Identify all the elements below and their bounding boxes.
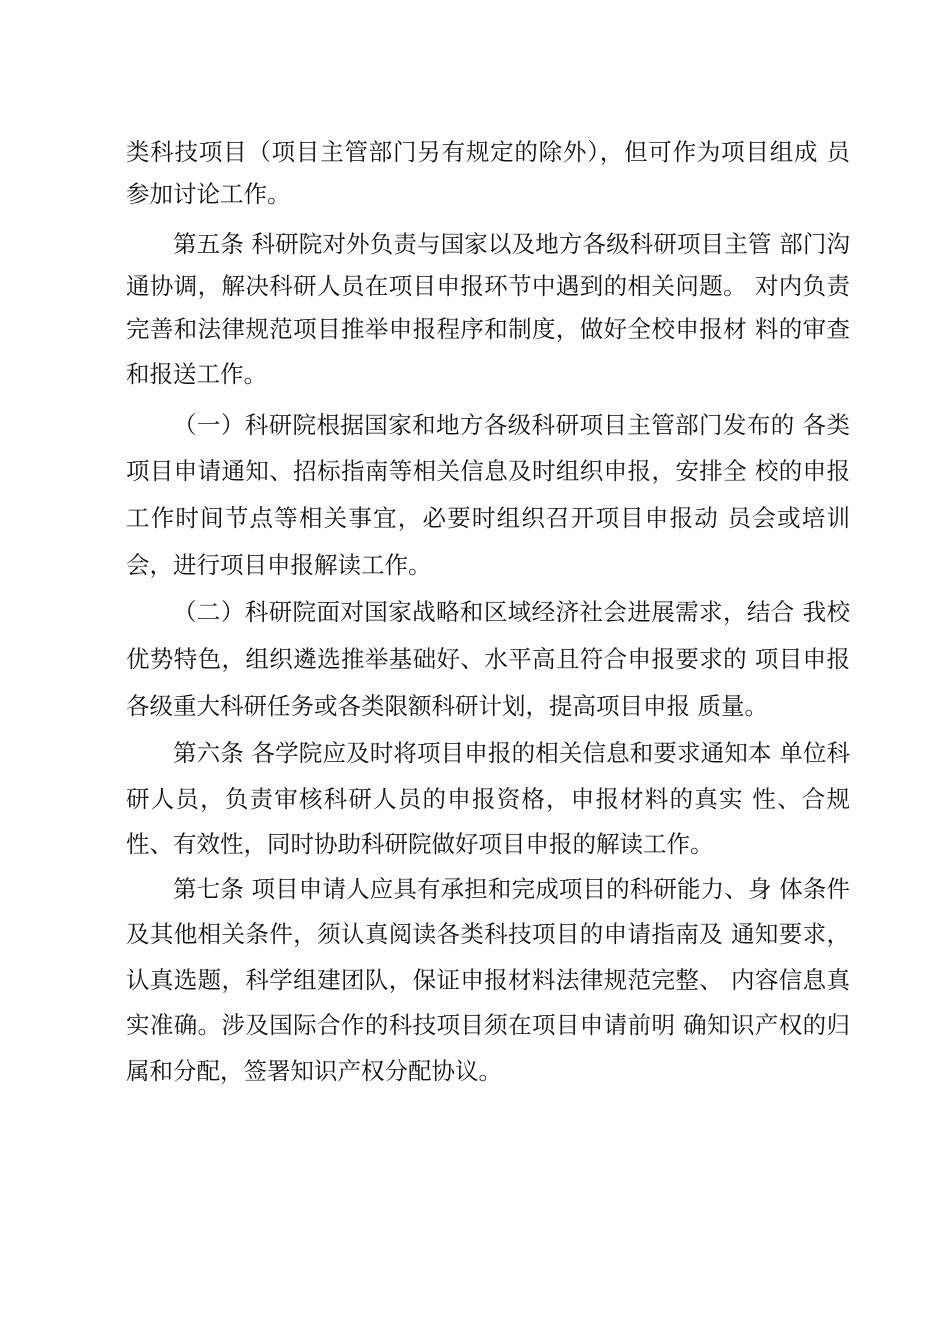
text-line: 第五条 科研院对外负责与国家以及地方各级科研项目主管 部门沟	[173, 230, 850, 258]
text-line: 完善和法律规范项目推举申报程序和制度，做好全校申报材 料的审查	[126, 315, 850, 343]
text-line: 实准确。涉及国际合作的科技项目须在项目申请前明 确知识产权的归	[126, 1011, 850, 1039]
text-line: 性、有效性，同时协助科研院做好项目申报的解读工作。	[126, 830, 714, 858]
text-line: 类科技项目（项目主管部门另有规定的除外），但可作为项目组成 员	[126, 138, 850, 166]
text-line: 及其他相关条件，须认真阅读各类科技项目的申请指南及 通知要求，	[126, 920, 850, 948]
text-line: 第七条 项目申请人应具有承担和完成项目的科研能力、身 体条件	[173, 875, 850, 903]
text-line: 各级重大科研任务或各类限额科研计划，提高项目申报 质量。	[126, 692, 768, 720]
text-line: 研人员，负责审核科研人员的申报资格，申报材料的真实 性、合规	[126, 785, 850, 813]
text-line: 工作时间节点等相关事宜，必要时组织召开项目申报动 员会或培训	[126, 504, 850, 532]
text-line: 通协调，解决科研人员在项目申报环节中遇到的相关问题。 对内负责	[126, 272, 850, 300]
text-line: 项目申请通知、招标指南等相关信息及时组织申报，安排全 校的申报	[126, 457, 850, 485]
text-line: （一）科研院根据国家和地方各级科研项目主管部门发布的 各类	[173, 411, 850, 439]
text-line: 认真选题，科学组建团队，保证申报材料法律规范完整、 内容信息真	[126, 966, 850, 994]
text-line: （二）科研院面对国家战略和区域经济社会进展需求，结合 我校	[173, 598, 850, 626]
text-line: 会，进行项目申报解读工作。	[126, 551, 432, 579]
text-line: 属和分配，签署知识产权分配协议。	[126, 1057, 502, 1085]
text-line: 优势特色，组织遴选推举基础好、水平高且符合申报要求的 项目申报	[126, 645, 850, 673]
text-line: 参加讨论工作。	[126, 180, 291, 208]
text-line: 和报送工作。	[126, 360, 267, 388]
text-line: 第六条 各学院应及时将项目申报的相关信息和要求通知本 单位科	[173, 739, 850, 767]
